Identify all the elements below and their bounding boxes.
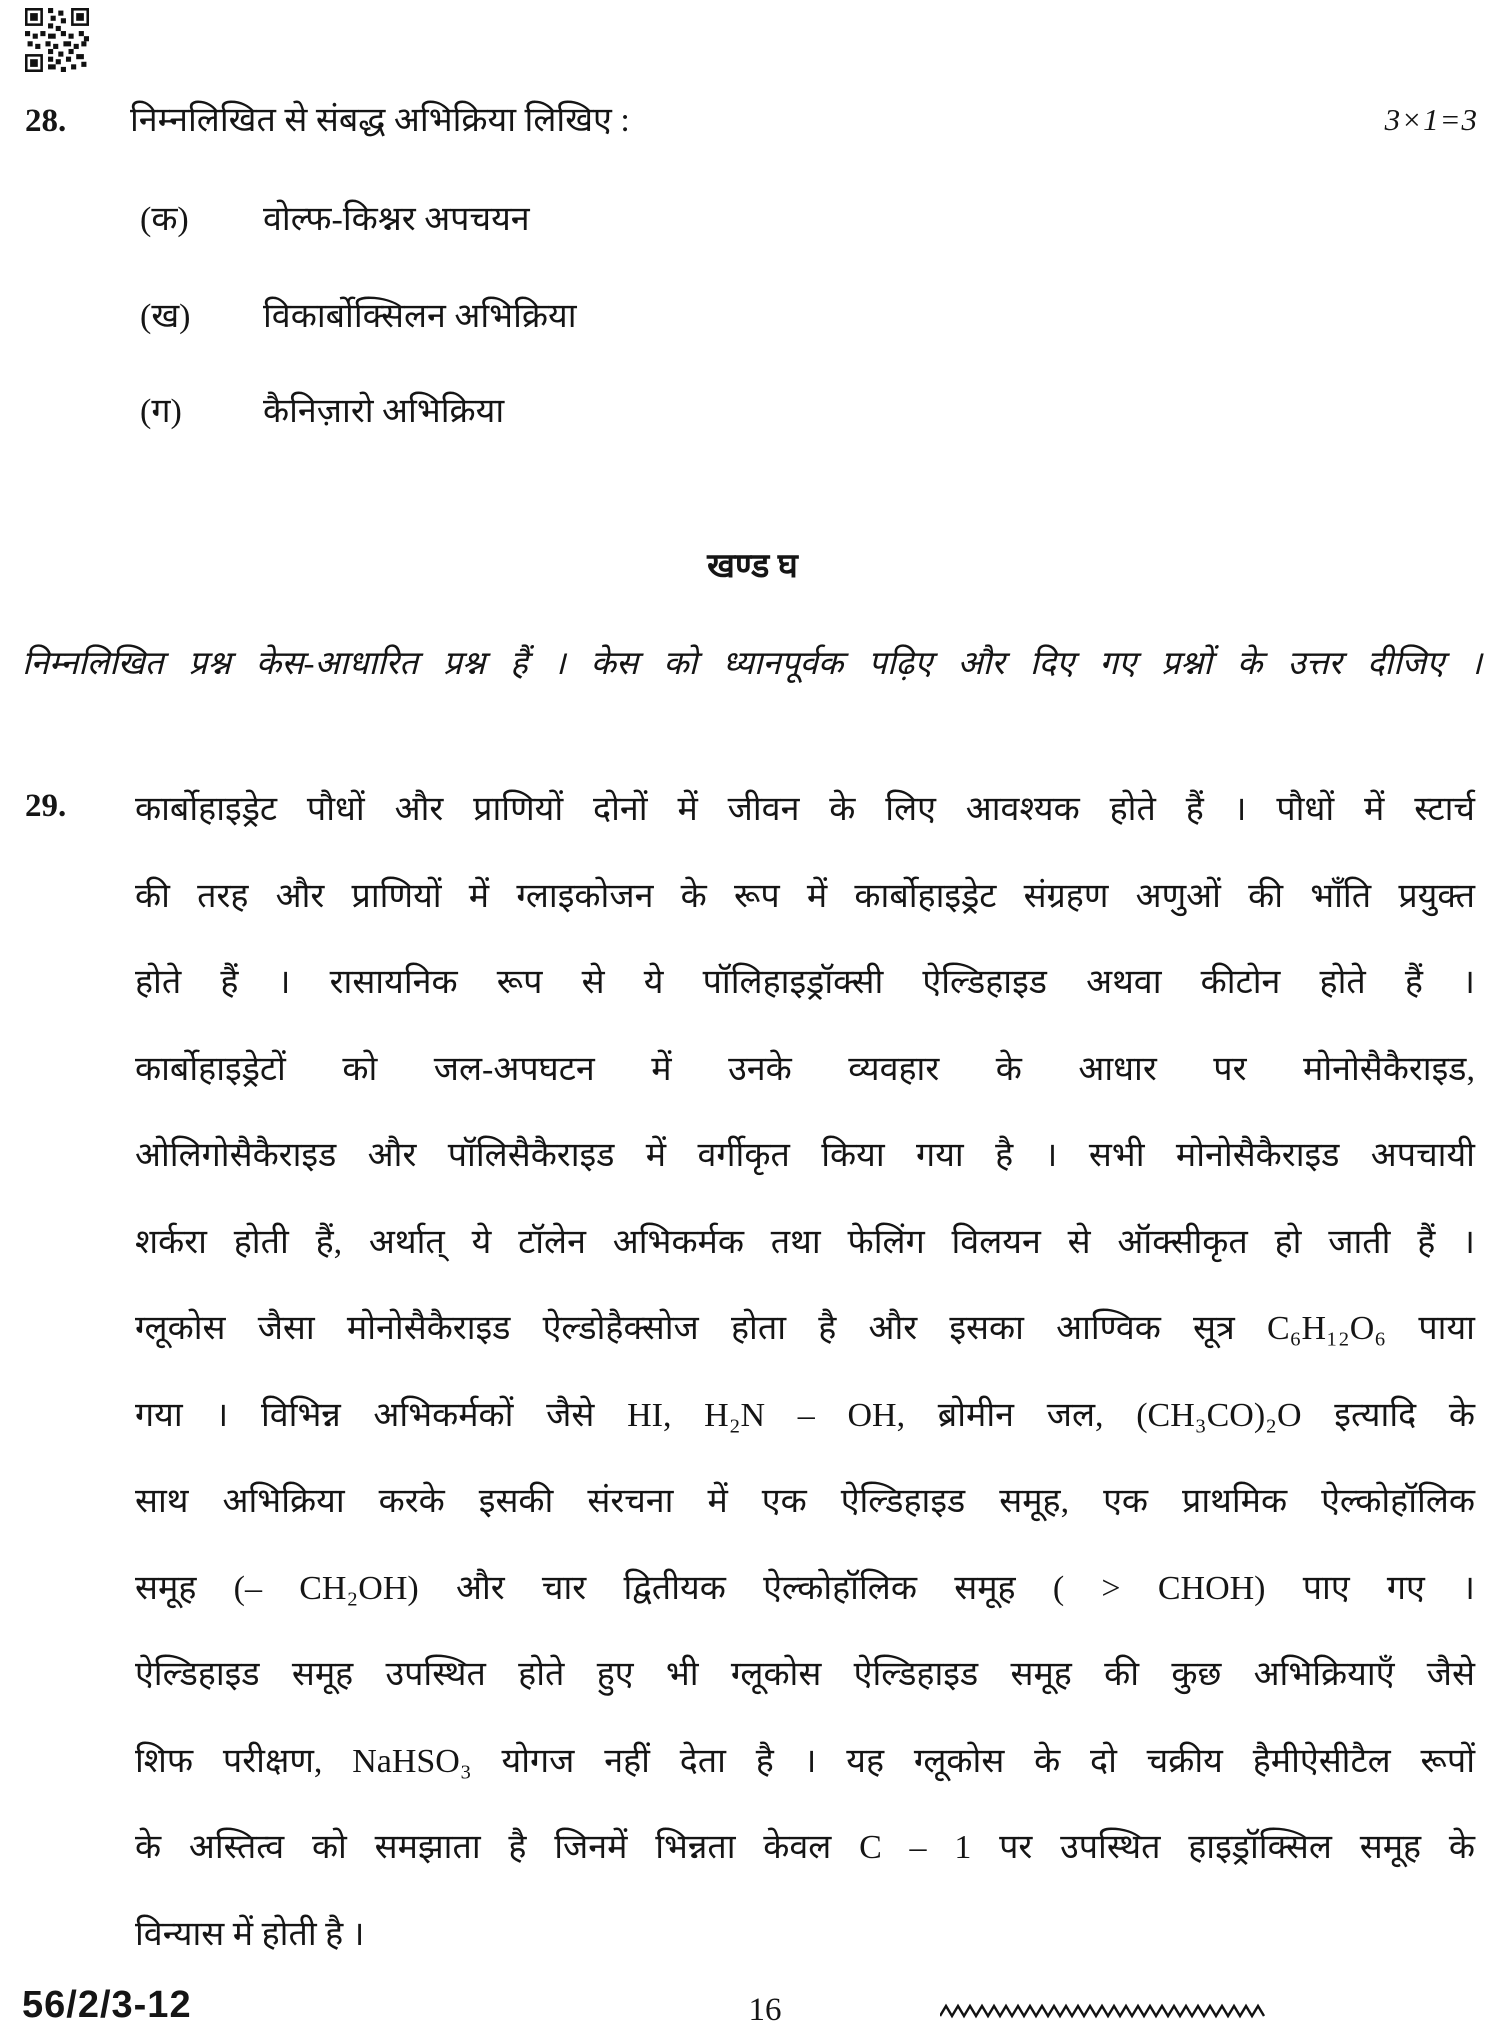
q28-item-ka-text: वोल्फ-किश्नर अपचयन [263,201,530,238]
paragraph-line: कार्बोहाइड्रेटों को जल-अपघटन में उनके व्यवहार के आधार पर मोनोसैकैराइड, [135,1050,1475,1088]
question-28-number: 28. [25,103,67,139]
zigzag-line-icon [940,2000,1276,2022]
question-28-text: निम्नलिखित से संबद्ध अभिक्रिया लिखिए : [130,102,630,139]
paragraph-line: ऐल्डिहाइड समूह उपस्थित होते हुए भी ग्लूकोस ऐल्डिहाइड समूह की कुछ अभिक्रियाएँ जैसे [135,1656,1475,1693]
paragraph-line: ओलिगोसैकैराइड और पॉलिसैकैराइड में वर्गीकृत किया गया है । सभी मोनोसैकैराइड अपचायी [135,1137,1475,1174]
paper-code: 56/2/3-12 [22,1984,192,2026]
q28-item-kha-text: विकार्बोक्सिलन अभिक्रिया [263,298,577,335]
q28-item-ga-text: कैनिज़ारो अभिक्रिया [263,393,505,430]
section-heading: खण्ड घ [707,548,798,585]
paragraph-line: के अस्तित्व को समझाता है जिनमें भिन्नता केवल C – 1 पर उपस्थित हाइड्रॉक्सिल समूह के [135,1829,1475,1866]
qr-code-icon [25,8,89,72]
question-29-number: 29. [25,788,67,824]
paragraph-line: ग्लूकोस जैसा मोनोसैकैराइड ऐल्डोहैक्सोज होता है और इसका आण्विक सूत्र C₆H₁₂O₆ पाया [135,1310,1475,1347]
q28-item-ka-label: (क) [140,201,189,238]
paragraph-line: गया । विभिन्न अभिकर्मकों जैसे HI, H₂N – OH, ब्रोमीन जल, (CH₃CO)₂O इत्यादि के [135,1396,1475,1434]
question-28-marks: 3×1=3 [1384,102,1478,137]
paragraph-line: विन्यास में होती है । [135,1915,365,1953]
paragraph-line: की तरह और प्राणियों में ग्लाइकोजन के रूप में कार्बोहाइड्रेट संग्रहण अणुओं की भाँति प्रयुक्त [135,877,1475,915]
question-29-paragraph [135,783,1475,1994]
paragraph-line: साथ अभिक्रिया करके इसकी संरचना में एक ऐल्डिहाइड समूह, एक प्राथमिक ऐल्कोहॉलिक [135,1483,1475,1520]
paragraph-line: कार्बोहाइड्रेट पौधों और प्राणियों दोनों में जीवन के लिए आवश्यक होते हैं । पौधों में स्टार्च [135,791,1475,828]
q28-item-ga-label: (ग) [140,393,182,430]
case-instruction: निम्नलिखित प्रश्न केस-आधारित प्रश्न हैं । केस को ध्यानपूर्वक पढ़िए और दिए गए प्रश्नों के उत्तर दीजिए । [22,646,1482,682]
paragraph-line: शर्करा होती हैं, अर्थात् ये टॉलेन अभिकर्मक तथा फेलिंग विलयन से ऑक्सीकृत हो जाती हैं । [135,1223,1475,1261]
paragraph-line: समूह (– CH₂OH) और चार द्वितीयक ऐल्कोहॉलिक समूह ( > CHOH) पाए गए । [135,1569,1475,1607]
page-number: 16 [748,1992,782,2028]
paragraph-line: होते हैं । रासायनिक रूप से ये पॉलिहाइड्रॉक्सी ऐल्डिहाइड अथवा कीटोन होते हैं । [135,964,1475,1001]
q28-item-kha-label: (ख) [140,298,191,335]
paragraph-line: शिफ परीक्षण, NaHSO₃ योगज नहीं देता है । यह ग्लूकोस के दो चक्रीय हैमीऐसीटैल रूपों [135,1742,1475,1780]
